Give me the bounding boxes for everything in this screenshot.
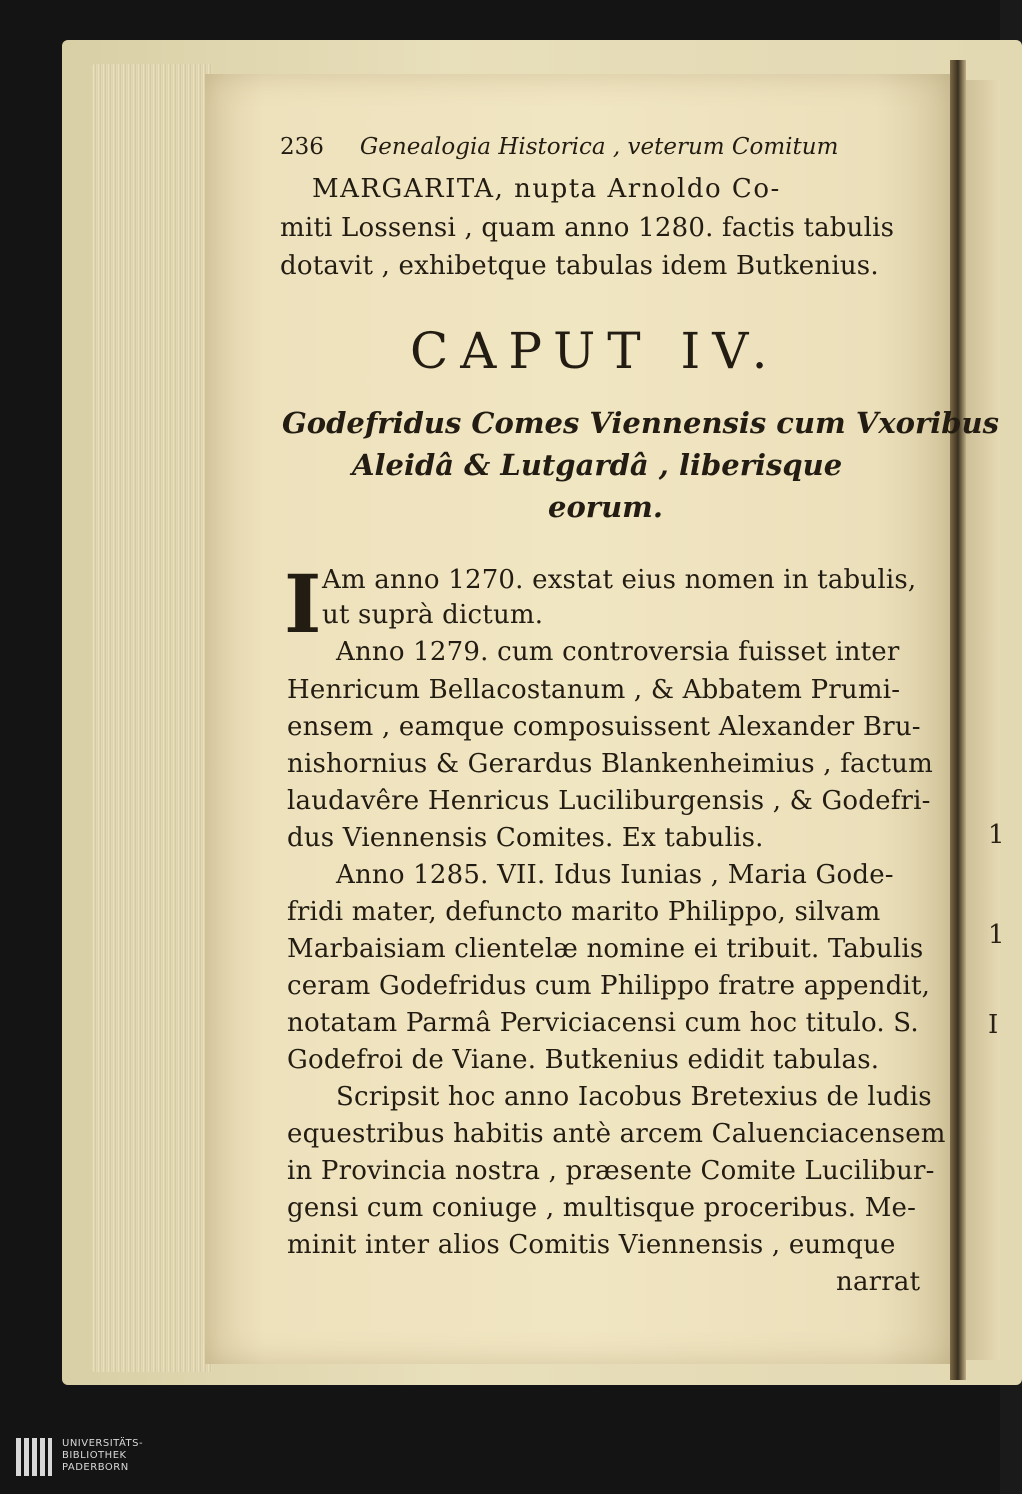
- library-name-line: BIBLIOTHEK: [62, 1450, 127, 1461]
- library-logo-icon: [14, 1436, 54, 1478]
- body-line: Godefroi de Viane. Butkenius edidit tabulas.: [287, 1045, 880, 1075]
- body-line: ut suprà dictum.: [322, 600, 544, 630]
- body-line: Scripsit hoc anno Iacobus Bretexius de ludis: [336, 1082, 932, 1112]
- page-number: 236: [280, 134, 324, 160]
- body-line: minit inter alios Comitis Viennensis , eumque: [287, 1230, 896, 1260]
- body-line: Am anno 1270. exstat eius nomen in tabulis,: [322, 565, 917, 595]
- next-page-fragment: 1: [988, 820, 1005, 850]
- running-header: [280, 134, 838, 160]
- body-line: ceram Godefridus cum Philippo fratre appendit,: [287, 971, 931, 1001]
- body-line: notatam Parmâ Perviciacensi cum hoc titulo. S.: [287, 1008, 919, 1038]
- chapter-subtitle-line: Godefridus Comes Viennensis cum Vxoribus: [282, 406, 999, 440]
- catchword: narrat: [836, 1267, 921, 1297]
- body-line: nishornius & Gerardus Blankenheimius , factum: [287, 749, 933, 779]
- body-line: Anno 1285. VII. Idus Iunias , Maria Gode-: [336, 860, 894, 890]
- body-line: gensi cum coniuge , multisque proceribus. Me-: [287, 1193, 917, 1223]
- body-line: dus Viennensis Comites. Ex tabulis.: [287, 823, 764, 853]
- next-page-fragment: I: [988, 1010, 999, 1040]
- intro-line: miti Lossensi , quam anno 1280. factis tabulis: [280, 213, 895, 243]
- page-edges: [92, 64, 212, 1372]
- body-line: Anno 1279. cum controversia fuisset inter: [336, 637, 900, 667]
- body-line: fridi mater, defuncto marito Philippo, silvam: [287, 897, 881, 927]
- next-page-edge: [966, 80, 1005, 1360]
- body-line: in Provincia nostra , præsente Comite Lucilibur-: [287, 1156, 935, 1186]
- next-page-fragment: 1: [988, 920, 1005, 950]
- body-line: Marbaisiam clientelæ nomine ei tribuit. Tabulis: [287, 934, 924, 964]
- chapter-subtitle-line: eorum.: [548, 490, 663, 524]
- chapter-title: CAPUT IV.: [410, 322, 780, 380]
- body-line: ensem , eamque composuissent Alexander Bru-: [287, 712, 921, 742]
- intro-line: dotavit , exhibetque tabulas idem Butkenius.: [280, 251, 879, 281]
- chapter-subtitle-line: Aleidâ & Lutgardâ , liberisque: [352, 448, 843, 482]
- library-name-line: UNIVERSITÄTS-: [62, 1438, 144, 1449]
- intro-line: MARGARITA, nupta Arnoldo Co-: [312, 174, 781, 204]
- body-line: laudavêre Henricus Luciliburgensis , & Godefri-: [287, 786, 931, 816]
- library-name: [62, 1438, 143, 1474]
- drop-capital: I: [284, 557, 322, 651]
- library-name-line: PADERBORN: [62, 1462, 129, 1473]
- running-title: Genealogia Historica , veterum Comitum: [359, 134, 839, 160]
- body-line: equestribus habitis antè arcem Caluenciacensem: [287, 1119, 946, 1149]
- body-line: Henricum Bellacostanum , & Abbatem Prumi-: [287, 675, 901, 705]
- book-gutter: [950, 60, 966, 1380]
